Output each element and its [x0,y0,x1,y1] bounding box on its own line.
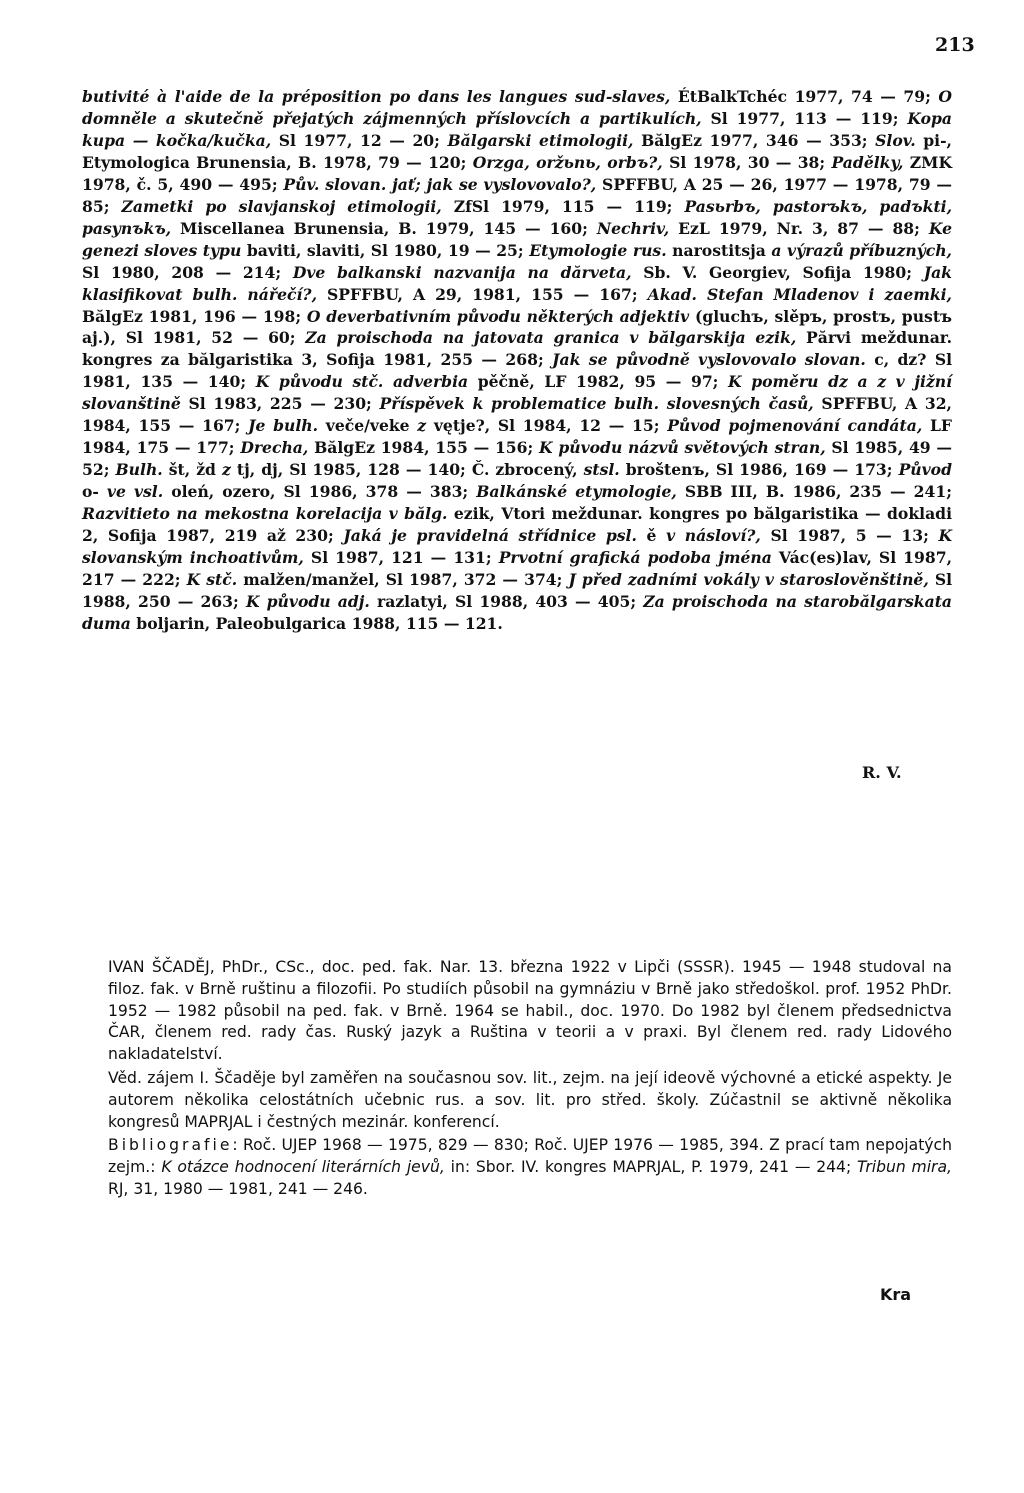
entry-text-segment: veče/veke [318,416,418,436]
entry-text-segment: LF 1984, 175 — 177; [82,416,952,458]
entry-text-segment: BălgEz 1981, 196 — 198; [82,306,307,326]
entry-text-segment: Miscellanea Brunensia, B. 1979, 145 — 160; [171,218,597,238]
entry-text-segment: Jaká je pravidelná střídnice psl. [343,526,637,546]
entry-text-segment: stsl. [583,460,620,480]
entry-text-segment: Dve balkanski nazvanija na dărveta, [292,262,632,282]
entry-text-segment: z [417,416,427,436]
bibliography-text: in: Sbor. IV. kongres MAPRJAL, P. 1979, 241 — 244; [444,1158,858,1177]
entry-text-segment: ZMK 1978, č. 5, 490 — 495; [82,152,952,194]
entry-text-segment: K stč. [186,569,238,589]
entry-text-segment: ě [636,526,667,546]
entry-text-segment: K poměru dz a z v jižní slovanštině [82,372,953,414]
entry-text-segment: Sl 1977, 12 — 20; [271,130,448,150]
entry-text-segment: (gluchъ, slěpъ, prostъ, pustъ aj.), Sl 1981, 52 — 60; [82,306,952,348]
entry-text-segment: butivité à l'aide de la préposition po dans les langues sud-slaves, [82,87,671,106]
entry-text-segment: Sl 1987, 121 — 131; [303,548,499,568]
entry-text-segment: Etymologie rus. [529,240,667,260]
entry-text-segment: Razvitieto na mekostna korelacija v bălg. [82,504,448,524]
entry-text-segment: Bulh. [115,460,163,480]
entry-text-segment: Akad. Stefan Mladenov i zaemki, [647,284,952,304]
entry-text-segment: Părvi meždunar. kongres za bălgaristika 3, Sofija 1981, 255 — 268; [82,328,953,370]
entry-text-segment: z [222,460,231,480]
biography-paragraph: IVAN ŠČADĚJ, PhDr., CSc., doc. ped. fak. Nar. 13. března 1922 v Lipči (SSSR). 1945 — 1948 studoval na filoz. fak. v Brně ruštinu a filozofii. Po studiích působil na gymnáziu v Brně jako středoškol. prof. 1952 PhDr. 1952 — 1982 působil na ped. fak. v Brně. 1964 se habil., doc. 1970. Do 1982 byl členem předsednictva ČAR, členem red. rady čas. Ruský jazyk a Ruština v teorii a v praxi. Byl členem red. rady Lidového nakladatelství. [108,958,952,1064]
entry-text-segment: BălgEz 1984, 155 — 156; [308,438,540,458]
page-number: 213 [935,34,975,56]
entry-text-segment: Padělky, [831,152,904,172]
entry-text-segment: Sl 1978, 30 — 38; [662,152,832,172]
entry-text-segment: SPFFBU, A 29, 1981, 155 — 167; [317,284,648,304]
entry-text-segment: v násloví?, [666,526,761,546]
entry-text-segment: Sb. V. Georgiev, Sofija 1980; [631,262,924,282]
entry-text-segment: tj, dj, Sl 1985, 128 — 140; Č. zbrocený, [230,460,584,480]
entry-text-segment: Sl 1977, 113 — 119; [701,108,908,128]
entry-text-segment: Za proischoda na starobălgarskata duma [82,591,952,633]
entry-text-segment: Kopa kupa — kočka/kučka, [82,108,953,150]
entry-text-segment: ÉtBalkTchéc 1977, 74 — 79; [670,87,939,106]
entry-text-segment: Za proischoda na jatovata granica v bălgarskija ezik, [305,328,797,348]
entry-text-segment: Sl 1983, 225 — 230; [180,394,380,414]
entry-text-segment: Ke genezi sloves typu [82,218,952,260]
entry-text-segment: malžen/manžel, Sl 1987, 372 — 374; [237,569,569,589]
entry-text-segment: Jak se původně vyslovovalo slovan. [552,350,866,370]
entry-text-segment: narostitsja [666,240,772,260]
entry-text-segment: Je bulh. [248,416,319,436]
entry-text-segment: o- [82,482,107,502]
entry-text-segment: Původ pojmenování candáta, [667,416,923,436]
entry-text-segment: Slov. [875,130,916,150]
entry-text-segment: Sl 1980, 208 — 214; [82,262,293,282]
entry-text-segment: št, žd [162,460,222,480]
entry-text-segment: J před zadními vokály v staroslověnštině, [568,569,929,589]
entry-text-segment: ZfSl 1979, 115 — 119; [441,196,685,216]
entry-text-segment: broštenъ, Sl 1986, 169 — 173; [619,460,899,480]
bibliography-paragraph [108,1135,952,1200]
entry-text-segment: Bălgarski etimologii, [447,130,634,150]
entry-text-segment: Balkánské etymologie, [476,482,677,502]
entry-text-segment: BălgEz 1977, 346 — 353; [633,130,876,150]
entry-text-segment: K slovanským inchoativům, [82,526,952,568]
entry-text-segment: Vác(es)lav, Sl 1987, 217 — 222; [82,548,953,589]
entry-text-segment: Sl 1988, 250 — 263; [82,569,953,611]
entry-text-segment: a výrazů příbuzných, [771,240,952,260]
entry-text-segment: oleń, ozero, Sl 1986, 378 — 383; [163,482,477,502]
entry-text-segment: Pasьrbъ, pastorъkъ, padъkti, pasynъkъ, [82,196,953,238]
entry-text-segment: razlatyi, Sl 1988, 403 — 405; [369,591,644,611]
entry-text-segment: Zametki po slavjanskoj etimologii, [121,196,442,216]
entry-text-segment: O domněle a skutečně přejatých zájmenných příslovcích a partikulích, [82,87,952,128]
entry-text-segment: ezik, Vtori meždunar. kongres po bălgaristika — dokladi 2, Sofija 1987, 219 až 230; [82,504,952,546]
entry-text-segment: baviti, slaviti, Sl 1980, 19 — 25; [241,240,530,260]
bibliography-entry-continued [82,86,952,635]
entry-text-segment: Sl 1987, 5 — 13; [760,526,939,546]
entry-text-segment: Drecha, [240,438,309,458]
entry-text-segment: vętje?, Sl 1984, 12 — 15; [426,416,668,436]
entry-text-segment: Nechriv, [596,218,670,238]
entry-text-segment: K původu názvů světových stran, [539,438,826,458]
research-interest-paragraph: Věd. zájem I. Ščaděje byl zaměřen na současnou sov. lit., zejm. na její ideově výchovné a etické aspekty. Je autorem několika celostátních učebnic rus. a sov. lit. pro střed. školy. Zúčastnil se aktivně několika kongresů MAPRJAL i čestných mezinár. konferencí. [108,1068,952,1131]
bibliography-text: RJ, 31, 1980 — 1981, 241 — 246. [108,1179,368,1198]
entry-text-segment: Sl 1985, 49 — 52; [82,438,952,480]
biography-entry-scadej [108,957,952,1201]
entry-text-segment: Prvotní grafická podoba jména [498,548,772,568]
bibliography-title: K otázce hodnocení literárních jevů, [161,1158,445,1177]
entry-text-segment: boljarin, Paleobulgarica 1988, 115 — 121. [130,613,503,633]
author-signature: R. V. [862,763,902,782]
entry-text-segment: pěčně, LF 1982, 95 — 97; [468,372,729,392]
entry-text-segment: O deverbativním původu některých adjektiv [306,306,690,326]
entry-text-segment: SBB III, B. 1986, 235 — 241; [676,482,952,502]
entry-text-segment: Příspěvek k problematice bulh. slovesných časů, [379,394,814,414]
entry-text-segment: Jak klasifikovat bulh. nářečí?, [82,262,952,304]
entry-text-segment: Původ [898,460,952,480]
entry-text-segment: SPFFBU, A 32, 1984, 155 — 167; [82,394,952,436]
entry-text-segment: K původu adj. [245,591,370,611]
entry-text-segment: c, dz? Sl 1981, 135 — 140; [82,350,953,392]
entry-text-segment: ve vsl. [106,482,164,502]
entry-text-segment: SPFFBU, A 25 — 26, 1977 — 1978, 79 — 85; [82,174,952,216]
entry-text-segment: Pův. slovan. jať; jak se vyslovovalo?, [283,174,597,194]
entry-text-segment: Orzga, oržьпь, orbъ?, [472,152,663,172]
catchword: Kra [880,1285,912,1304]
entry-text-segment: pi-, Etymologica Brunensia, B. 1978, 79 — 120; [82,130,952,172]
bibliography-text: : Roč. UJEP 1968 — 1975, 829 — 830; Roč. UJEP 1976 — 1985, 394. Z prací tam nepojatých zejm.: [108,1136,952,1177]
bibliography-title: Tribun mira, [857,1158,952,1177]
entry-text-segment: K původu stč. adverbia [255,372,469,392]
bibliography-label: Bibliografie [108,1136,233,1155]
entry-text-segment: EzL 1979, Nr. 3, 87 — 88; [669,218,929,238]
